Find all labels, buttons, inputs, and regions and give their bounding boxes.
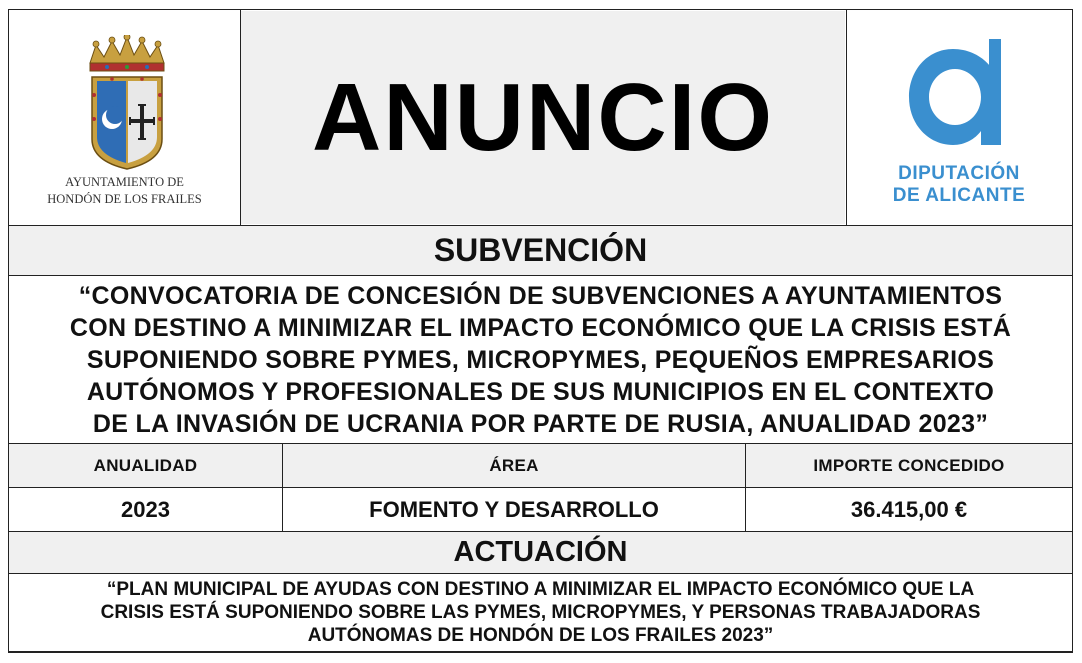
subvencion-text-line: “CONVOCATORIA DE CONCESIÓN DE SUBVENCIONES A AYUNTAMIENTOS: [78, 281, 1003, 310]
subvencion-text-block: [8, 276, 1073, 443]
subvencion-text-line: CON DESTINO A MINIMIZAR EL IMPACTO ECONÓMICO QUE LA CRISIS ESTÁ: [69, 313, 1012, 342]
actuacion-text-line: AUTÓNOMAS DE HONDÓN DE LOS FRAILES 2023”: [307, 625, 774, 646]
cell-anualidad: 2023: [121, 496, 170, 522]
subvencion-heading-row: [8, 226, 1073, 275]
cell-area: FOMENTO Y DESARROLLO: [369, 496, 659, 522]
column-header-importe: IMPORTE CONCEDIDO: [813, 455, 1005, 475]
diputacion-logo-cell: [847, 11, 1071, 224]
column-header-area: ÁREA: [489, 455, 539, 475]
title-cell: [241, 11, 845, 224]
table-divider: [745, 444, 746, 531]
actuacion-heading: ACTUACIÓN: [453, 536, 628, 568]
subvencion-text-line: SUPONIENDO SOBRE PYMES, MICROPYMES, PEQUEÑOS EMPRESARIOS: [86, 345, 995, 374]
municipality-logo-cell: [10, 11, 239, 224]
table-header-row: [8, 444, 1073, 487]
subvencion-text-line: DE LA INVASIÓN DE UCRANIA POR PARTE DE RUSIA, ANUALIDAD 2023”: [92, 409, 989, 438]
diputacion-name-line2: DE ALICANTE: [892, 185, 1026, 206]
table-divider: [282, 444, 283, 531]
actuacion-text-block: [8, 574, 1073, 652]
cell-importe: 36.415,00 €: [850, 496, 968, 522]
actuacion-text-line: CRISIS ESTÁ SUPONIENDO SOBRE LAS PYMES, MICROPYMES, Y PERSONAS TRABAJADORAS: [100, 602, 981, 623]
subvencion-heading: SUBVENCIÓN: [433, 232, 648, 268]
municipality-name-line2: HONDÓN DE LOS FRAILES: [47, 192, 202, 206]
actuacion-heading-row: [8, 532, 1073, 573]
table-row: [8, 488, 1073, 531]
page-title: ANUNCIO: [312, 63, 774, 171]
header-divider-left: [240, 9, 241, 226]
municipality-name-line1: AYUNTAMIENTO DE: [65, 175, 184, 189]
diputacion-name-line1: DIPUTACIÓN: [898, 163, 1020, 184]
coat-of-arms-icon: [82, 35, 172, 175]
header-divider-right: [846, 9, 847, 226]
actuacion-text-line: “PLAN MUNICIPAL DE AYUDAS CON DESTINO A MINIMIZAR EL IMPACTO ECONÓMICO QUE LA: [106, 579, 975, 600]
diputacion-logo-icon: [899, 35, 1019, 157]
subvencion-text-line: AUTÓNOMOS Y PROFESIONALES DE SUS MUNICIPIOS EN EL CONTEXTO: [86, 377, 995, 406]
column-header-anualidad: ANUALIDAD: [93, 455, 198, 475]
